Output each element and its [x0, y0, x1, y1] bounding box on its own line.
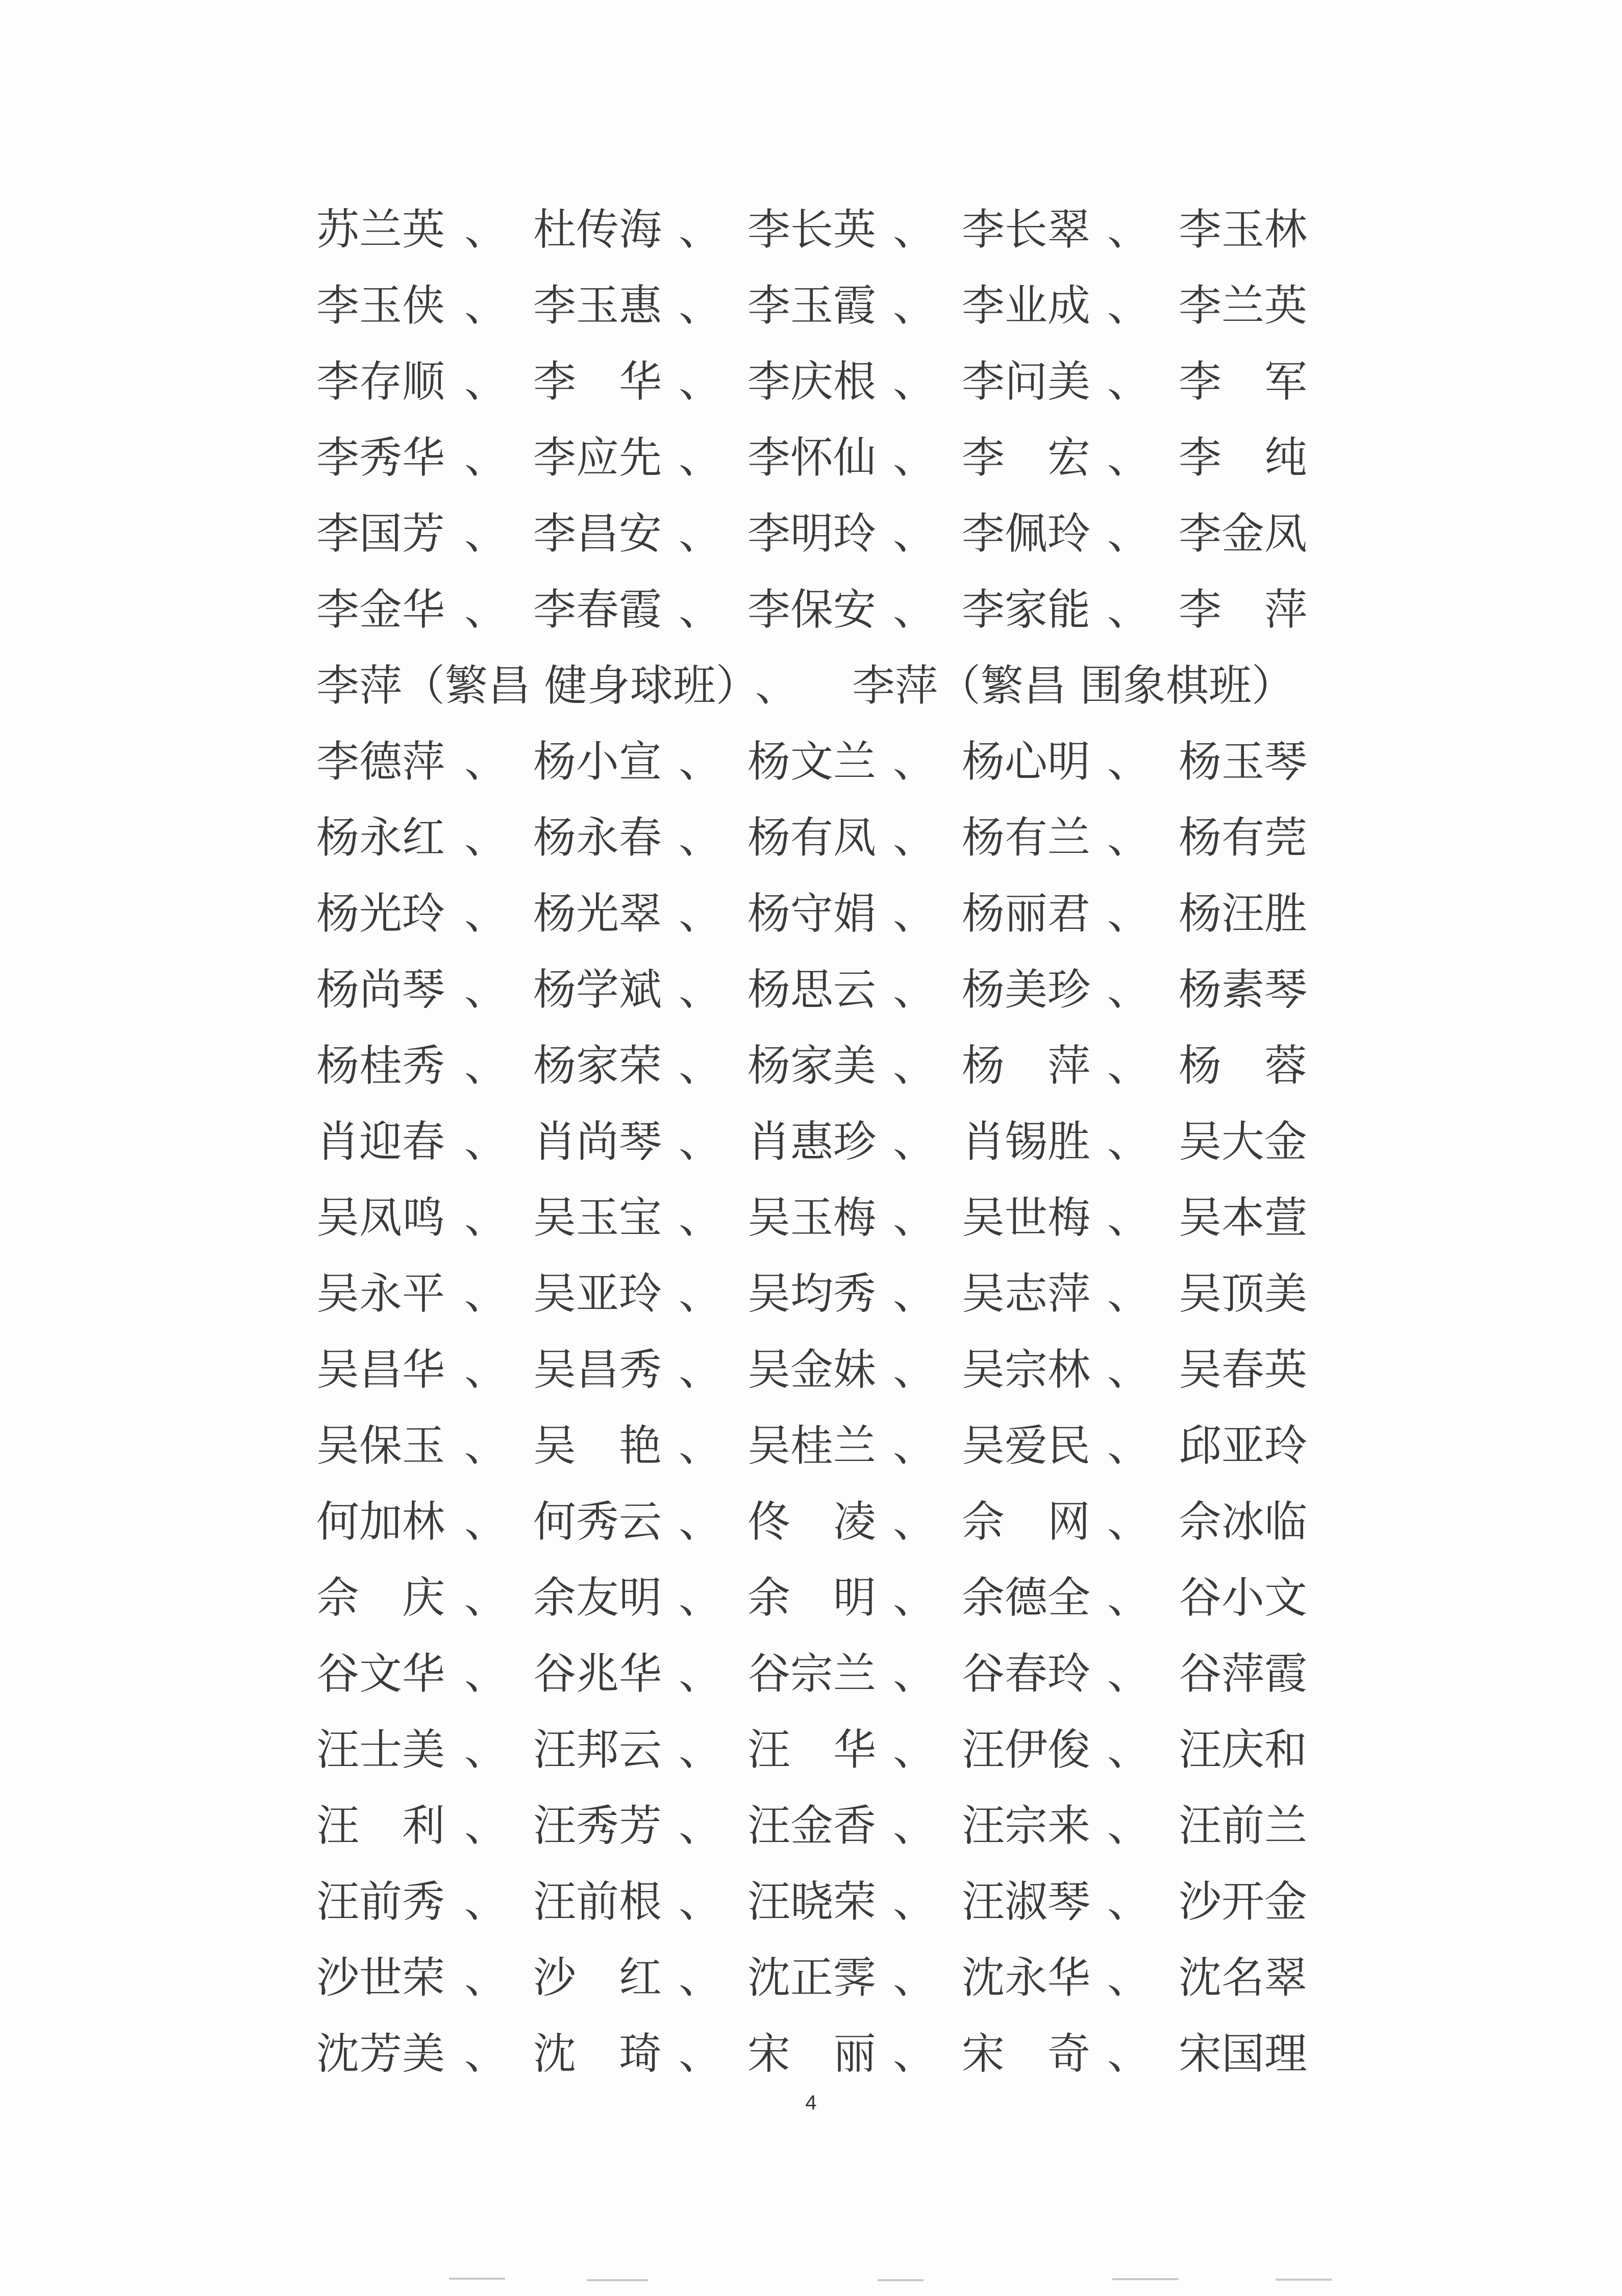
person-name: 李 佩 玲 [962, 509, 1091, 559]
separator: 、 [893, 1573, 936, 1623]
separator: 、 [679, 965, 722, 1015]
person-name: 吴 顶 美 [1179, 1269, 1308, 1319]
separator: 、 [893, 1193, 936, 1243]
person-name: 汪 邦 云 [533, 1725, 662, 1775]
name-list [316, 201, 1327, 2102]
person-name: 肖 惠 珍 [747, 1117, 877, 1167]
name-row [316, 582, 1327, 658]
separator: 、 [679, 1801, 722, 1851]
person-name: 汪 庆 和 [1179, 1725, 1308, 1775]
person-name: 吴 玉 梅 [747, 1193, 877, 1243]
special-entry: 李萍（繁昌 健身球班） [316, 661, 759, 711]
person-name: 李 庆 根 [747, 357, 877, 407]
separator: 、 [679, 205, 722, 255]
person-name: 沙 红 [533, 1953, 662, 2003]
name-row [316, 1494, 1327, 1570]
person-name: 汪 金 香 [747, 1801, 877, 1851]
separator: 、 [893, 965, 936, 1015]
separator: 、 [464, 889, 508, 939]
person-name: 汪 秀 芳 [533, 1801, 662, 1851]
person-name: 谷 文 华 [316, 1649, 445, 1699]
separator: 、 [893, 1649, 936, 1699]
person-name: 汪 前 秀 [316, 1877, 445, 1927]
separator: 、 [464, 1117, 508, 1167]
separator: 、 [1107, 1345, 1151, 1395]
separator: 、 [679, 2029, 722, 2079]
separator: 、 [893, 1725, 936, 1775]
person-name: 佘 庆 [316, 1573, 445, 1623]
person-name: 杨 美 珍 [962, 965, 1091, 1015]
person-name: 杨 丽 君 [962, 889, 1091, 939]
separator: 、 [893, 1953, 936, 2003]
person-name: 吴 志 萍 [962, 1269, 1091, 1319]
separator: 、 [893, 585, 936, 635]
person-name: 李 秀 华 [316, 433, 445, 483]
name-row [316, 1342, 1327, 1418]
separator: 、 [464, 205, 508, 255]
special-entry: 李萍（繁昌 围象棋班） [852, 661, 1294, 711]
separator: 、 [893, 1269, 936, 1319]
person-name: 李 昌 安 [533, 509, 662, 559]
person-name: 余 德 全 [962, 1573, 1091, 1623]
separator: 、 [679, 1725, 722, 1775]
separator: 、 [893, 357, 936, 407]
person-name: 李 金 凤 [1179, 509, 1308, 559]
page-number: 4 [805, 2091, 817, 2114]
person-name: 李 业 成 [962, 281, 1091, 331]
separator: 、 [679, 813, 722, 863]
separator: 、 [679, 1953, 722, 2003]
person-name: 李 玉 林 [1179, 205, 1308, 255]
scan-artifact [449, 2278, 505, 2280]
person-name: 汪 晓 荣 [747, 1877, 877, 1927]
person-name: 汪 伊 俊 [962, 1725, 1091, 1775]
person-name: 杨 有 凤 [747, 813, 877, 863]
separator: 、 [679, 357, 722, 407]
person-name: 宋 奇 [962, 2029, 1091, 2079]
person-name: 吴 玉 宝 [533, 1193, 662, 1243]
person-name: 李 应 先 [533, 433, 662, 483]
scan-artifact [587, 2279, 648, 2281]
separator: 、 [679, 1573, 722, 1623]
person-name: 邱 亚 玲 [1179, 1421, 1308, 1471]
person-name: 杨 有 莞 [1179, 813, 1308, 863]
separator: 、 [1107, 281, 1151, 331]
person-name: 杨 心 明 [962, 737, 1091, 787]
separator: 、 [464, 1421, 508, 1471]
separator: 、 [893, 1421, 936, 1471]
name-row [316, 1874, 1327, 1950]
separator: 、 [464, 1573, 508, 1623]
person-name: 杨 永 红 [316, 813, 445, 863]
person-name: 吴 大 金 [1179, 1117, 1308, 1167]
name-row [316, 1646, 1327, 1722]
person-name: 宋 丽 [747, 2029, 877, 2079]
person-name: 李 金 华 [316, 585, 445, 635]
person-name: 杨 尚 琴 [316, 965, 445, 1015]
separator: 、 [1107, 1801, 1151, 1851]
person-name: 吴 爱 民 [962, 1421, 1091, 1471]
person-name: 吴 宗 林 [962, 1345, 1091, 1395]
name-row [316, 1266, 1327, 1342]
person-name: 汪 前 兰 [1179, 1801, 1308, 1851]
person-name: 杨 家 美 [747, 1041, 877, 1091]
separator: 、 [679, 1117, 722, 1167]
name-row [316, 2026, 1327, 2102]
person-name: 吴 桂 兰 [747, 1421, 877, 1471]
separator: 、 [893, 433, 936, 483]
name-row [316, 354, 1327, 430]
person-name: 吴 昌 华 [316, 1345, 445, 1395]
separator: 、 [893, 813, 936, 863]
person-name: 杨 有 兰 [962, 813, 1091, 863]
person-name: 吴 昌 秀 [533, 1345, 662, 1395]
separator: 、 [464, 1649, 508, 1699]
separator: 、 [679, 1497, 722, 1547]
separator: 、 [464, 737, 508, 787]
person-name: 汪 华 [747, 1725, 877, 1775]
person-name: 汪 淑 琴 [962, 1877, 1091, 1927]
separator: 、 [893, 205, 936, 255]
person-name: 汪 前 根 [533, 1877, 662, 1927]
name-row [316, 962, 1327, 1038]
person-name: 沈 芳 美 [316, 2029, 445, 2079]
person-name: 余 友 明 [533, 1573, 662, 1623]
name-row [316, 1114, 1327, 1190]
separator: 、 [679, 585, 722, 635]
person-name: 沈 正 霁 [747, 1953, 877, 2003]
person-name: 吴 本 萱 [1179, 1193, 1308, 1243]
person-name: 吴 亚 玲 [533, 1269, 662, 1319]
separator: 、 [1107, 737, 1151, 787]
separator: 、 [679, 509, 722, 559]
separator: 、 [893, 1345, 936, 1395]
separator: 、 [464, 509, 508, 559]
person-name: 肖 迎 春 [316, 1117, 445, 1167]
separator: 、 [464, 1345, 508, 1395]
person-name: 谷 小 文 [1179, 1573, 1308, 1623]
person-name: 李 国 芳 [316, 509, 445, 559]
separator: 、 [464, 585, 508, 635]
separator: 、 [1107, 1953, 1151, 2003]
person-name: 谷 萍 霞 [1179, 1649, 1308, 1699]
separator: 、 [893, 2029, 936, 2079]
name-row [316, 277, 1327, 354]
person-name: 李 玉 侠 [316, 281, 445, 331]
separator: 、 [679, 1345, 722, 1395]
separator: 、 [893, 889, 936, 939]
separator: 、 [464, 1193, 508, 1243]
person-name: 佟 凌 [747, 1497, 877, 1547]
separator: 、 [464, 1041, 508, 1091]
person-name: 宋 国 理 [1179, 2029, 1308, 2079]
separator: 、 [1107, 1497, 1151, 1547]
person-name: 李 长 翠 [962, 205, 1091, 255]
person-name: 李 德 萍 [316, 737, 445, 787]
separator: 、 [464, 281, 508, 331]
name-row [316, 430, 1327, 506]
person-name: 李 家 能 [962, 585, 1091, 635]
separator: 、 [464, 357, 508, 407]
person-name: 李 萍 [1179, 585, 1308, 635]
name-row [316, 1950, 1327, 2026]
separator: 、 [893, 1117, 936, 1167]
separator: 、 [1107, 813, 1151, 863]
person-name: 李 保 安 [747, 585, 877, 635]
name-row [316, 1190, 1327, 1266]
person-name: 吴 凤 鸣 [316, 1193, 445, 1243]
name-row [316, 1038, 1327, 1114]
person-name: 李 长 英 [747, 205, 877, 255]
separator: 、 [893, 1041, 936, 1091]
separator: 、 [1107, 433, 1151, 483]
person-name: 何 秀 云 [533, 1497, 662, 1547]
person-name: 吴 世 梅 [962, 1193, 1091, 1243]
separator: 、 [1107, 509, 1151, 559]
separator: 、 [679, 1193, 722, 1243]
person-name: 杨 蓉 [1179, 1041, 1308, 1091]
separator: 、 [679, 1041, 722, 1091]
person-name: 佘 网 [962, 1497, 1091, 1547]
separator: 、 [464, 1953, 508, 2003]
separator: 、 [679, 737, 722, 787]
person-name: 李 宏 [962, 433, 1091, 483]
person-name: 李 存 顺 [316, 357, 445, 407]
person-name: 杨 永 春 [533, 813, 662, 863]
person-name: 苏 兰 英 [316, 205, 445, 255]
name-row [316, 1798, 1327, 1874]
person-name: 杨 小 宣 [533, 737, 662, 787]
separator: 、 [755, 661, 798, 711]
person-name: 杨 萍 [962, 1041, 1091, 1091]
person-name: 佘 冰 临 [1179, 1497, 1308, 1547]
person-name: 杨 光 翠 [533, 889, 662, 939]
name-row [316, 886, 1327, 962]
name-row [316, 1418, 1327, 1494]
person-name: 肖 尚 琴 [533, 1117, 662, 1167]
person-name: 李 怀 仙 [747, 433, 877, 483]
separator: 、 [1107, 1725, 1151, 1775]
person-name: 李 军 [1179, 357, 1308, 407]
person-name: 何 加 林 [316, 1497, 445, 1547]
person-name: 谷 宗 兰 [747, 1649, 877, 1699]
separator: 、 [893, 1877, 936, 1927]
person-name: 余 明 [747, 1573, 877, 1623]
name-row [316, 506, 1327, 582]
person-name: 杨 汪 胜 [1179, 889, 1308, 939]
person-name: 李 兰 英 [1179, 281, 1308, 331]
separator: 、 [464, 1497, 508, 1547]
person-name: 杨 桂 秀 [316, 1041, 445, 1091]
scan-artifact [1276, 2279, 1332, 2281]
person-name: 沈 琦 [533, 2029, 662, 2079]
separator: 、 [464, 1269, 508, 1319]
separator: 、 [1107, 585, 1151, 635]
separator: 、 [1107, 889, 1151, 939]
person-name: 李 华 [533, 357, 662, 407]
separator: 、 [679, 1649, 722, 1699]
name-row [316, 1570, 1327, 1646]
separator: 、 [1107, 1649, 1151, 1699]
person-name: 杜 传 海 [533, 205, 662, 255]
person-name: 李 玉 惠 [533, 281, 662, 331]
person-name: 吴 永 平 [316, 1269, 445, 1319]
separator: 、 [679, 1269, 722, 1319]
name-row [316, 1722, 1327, 1798]
name-row [316, 810, 1327, 886]
scan-artifact [1112, 2278, 1179, 2280]
person-name: 杨 文 兰 [747, 737, 877, 787]
person-name: 沙 开 金 [1179, 1877, 1308, 1927]
scan-artifact [878, 2279, 924, 2281]
person-name: 杨 家 荣 [533, 1041, 662, 1091]
separator: 、 [1107, 357, 1151, 407]
person-name: 汪 士 美 [316, 1725, 445, 1775]
separator: 、 [464, 2029, 508, 2079]
separator: 、 [893, 281, 936, 331]
separator: 、 [1107, 2029, 1151, 2079]
person-name: 谷 春 玲 [962, 1649, 1091, 1699]
person-name: 李 问 美 [962, 357, 1091, 407]
person-name: 汪 利 [316, 1801, 445, 1851]
separator: 、 [1107, 1041, 1151, 1091]
separator: 、 [464, 1725, 508, 1775]
separator: 、 [1107, 1877, 1151, 1927]
separator: 、 [679, 281, 722, 331]
separator: 、 [893, 509, 936, 559]
person-name: 谷 兆 华 [533, 1649, 662, 1699]
separator: 、 [893, 737, 936, 787]
separator: 、 [464, 433, 508, 483]
separator: 、 [893, 1497, 936, 1547]
person-name: 杨 素 琴 [1179, 965, 1308, 1015]
name-row [316, 658, 1327, 734]
person-name: 吴 保 玉 [316, 1421, 445, 1471]
person-name: 肖 锡 胜 [962, 1117, 1091, 1167]
separator: 、 [679, 889, 722, 939]
person-name: 李 纯 [1179, 433, 1308, 483]
person-name: 汪 宗 来 [962, 1801, 1091, 1851]
separator: 、 [1107, 1421, 1151, 1471]
person-name: 杨 玉 琴 [1179, 737, 1308, 787]
person-name: 沈 永 华 [962, 1953, 1091, 2003]
person-name: 杨 守 娟 [747, 889, 877, 939]
person-name: 吴 艳 [533, 1421, 662, 1471]
separator: 、 [1107, 1117, 1151, 1167]
separator: 、 [464, 1801, 508, 1851]
separator: 、 [679, 433, 722, 483]
person-name: 李 明 玲 [747, 509, 877, 559]
separator: 、 [1107, 1193, 1151, 1243]
separator: 、 [464, 965, 508, 1015]
person-name: 杨 思 云 [747, 965, 877, 1015]
separator: 、 [1107, 965, 1151, 1015]
separator: 、 [464, 813, 508, 863]
separator: 、 [1107, 205, 1151, 255]
separator: 、 [893, 1801, 936, 1851]
person-name: 吴 金 妹 [747, 1345, 877, 1395]
separator: 、 [679, 1877, 722, 1927]
person-name: 吴 均 秀 [747, 1269, 877, 1319]
person-name: 吴 春 英 [1179, 1345, 1308, 1395]
separator: 、 [464, 1877, 508, 1927]
separator: 、 [1107, 1269, 1151, 1319]
name-row [316, 734, 1327, 810]
name-row [316, 201, 1327, 277]
separator: 、 [1107, 1573, 1151, 1623]
person-name: 李 玉 霞 [747, 281, 877, 331]
person-name: 杨 学 斌 [533, 965, 662, 1015]
person-name: 沙 世 荣 [316, 1953, 445, 2003]
person-name: 杨 光 玲 [316, 889, 445, 939]
separator: 、 [679, 1421, 722, 1471]
person-name: 沈 名 翠 [1179, 1953, 1308, 2003]
person-name: 李 春 霞 [533, 585, 662, 635]
